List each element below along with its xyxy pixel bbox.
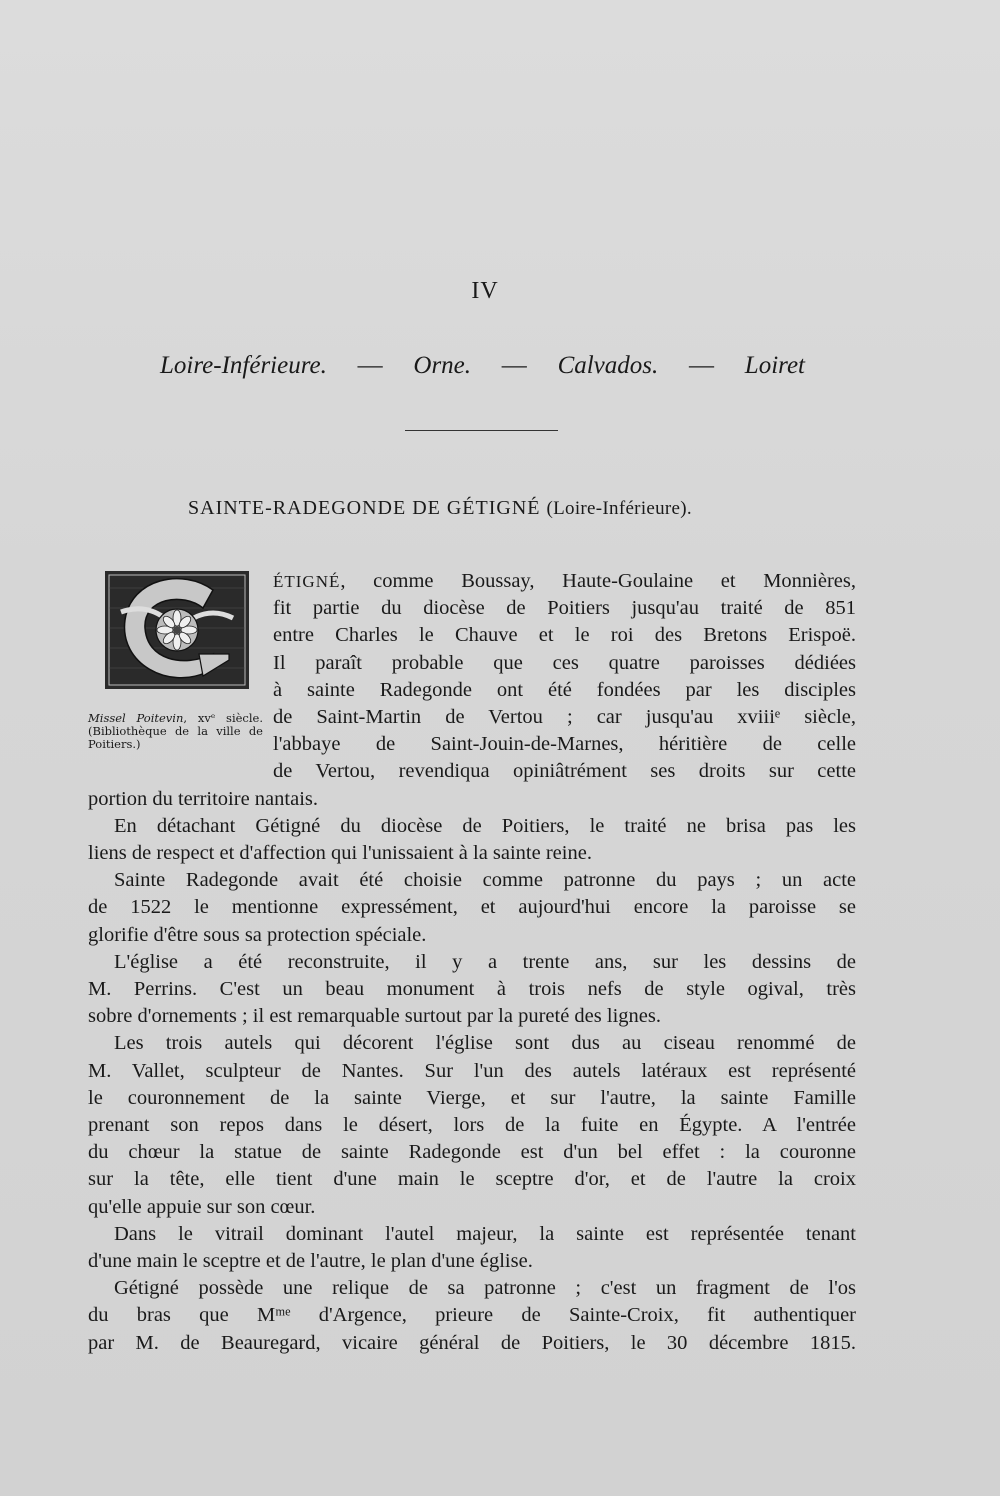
region-loiret: Loiret [744, 352, 805, 379]
section-title [188, 497, 788, 520]
text-line: prenant son repos dans le désert, lors de la fuite en Égypte. A l'entrée [88, 1114, 856, 1137]
section-location: (Loire-Inférieure). [546, 498, 692, 519]
paragraph-3 [88, 867, 856, 949]
text-line: M. Perrins. C'est un beau monument à trois nefs de style ogival, très [88, 978, 856, 1001]
text-line: Gétigné possède une relique de sa patronne ; c'est un fragment de l'os [114, 1277, 856, 1300]
text-line: à sainte Radegonde ont été fondées par les disciples [273, 678, 856, 701]
paragraph-4 [88, 949, 856, 1031]
text-line: M. Vallet, sculpteur de Nantes. Sur l'un des autels latéraux est représenté [88, 1059, 856, 1082]
text-line: Sainte Radegonde avait été choisie comme patronne du pays ; un acte [114, 869, 856, 892]
text-line: entre Charles le Chauve et le roi des Bretons Erispoë. [273, 624, 856, 647]
text-line: du chœur la statue de sainte Radegonde est d'un bel effet : la couronne [88, 1141, 856, 1164]
paragraph-6 [88, 1221, 856, 1275]
paragraph-2 [88, 813, 856, 867]
regions-heading [160, 352, 805, 380]
region-calvados: Calvados. [557, 352, 659, 379]
lead-word: ÉTIGNÉ [273, 572, 341, 591]
text-line: qu'elle appuie sur son cœur. [88, 1195, 316, 1218]
separator-dash: — [689, 352, 715, 379]
text-line: de Saint-Martin de Vertou ; car jusqu'au xviiiᵉ siècle, [273, 706, 856, 729]
caption-details: , xvᵉ siècle. (Bibliothèque de la ville de Poitiers.) [88, 711, 264, 751]
region-loire-inferieure: Loire-Inférieure. [160, 352, 327, 379]
text-line: d'une main le sceptre et de l'autre, le plan d'une église. [88, 1250, 533, 1273]
text-line: liens de respect et d'affection qui l'unissaient à la sainte reine. [88, 842, 592, 865]
chapter-number: IV [471, 278, 499, 304]
separator-dash: — [501, 352, 527, 379]
text-line: par M. de Beauregard, vicaire général de Poitiers, le 30 décembre 1815. [88, 1331, 856, 1354]
paragraph-5 [88, 1030, 856, 1220]
text-line: fit partie du diocèse de Poitiers jusqu'au traité de 851 [273, 597, 856, 620]
text-line: sur la tête, elle tient d'une main le sceptre d'or, et de l'autre la croix [88, 1168, 856, 1191]
text-line: Dans le vitrail dominant l'autel majeur, la sainte est représentée tenant [114, 1222, 856, 1245]
text-line: ÉTIGNÉ, comme Boussay, Haute-Goulaine et Monnières, [273, 570, 856, 592]
text-line: sobre d'ornements ; il est remarquable surtout par la pureté des lignes. [88, 1005, 661, 1028]
text-line: de 1522 le mentionne expressément, et aujourd'hui encore la paroisse se [88, 896, 856, 919]
text-line: portion du territoire nantais. [88, 787, 318, 810]
paragraph-7 [88, 1275, 856, 1357]
text-line: le couronnement de la sainte Vierge, et sur l'autre, la sainte Famille [88, 1086, 856, 1109]
section-title-text: SAINTE-RADEGONDE DE GÉTIGNÉ [188, 497, 541, 519]
body-text [88, 568, 856, 1357]
text-line: Il paraît probable que ces quatre paroisses dédiées [273, 651, 856, 674]
text-line: L'église a été reconstruite, il y a trente ans, sur les dessins de [114, 950, 856, 973]
separator-dash: — [357, 352, 383, 379]
text-line: glorifie d'être sous sa protection spéciale. [88, 923, 427, 946]
text-line: l'abbaye de Saint-Jouin-de-Marnes, héritière de celle [273, 733, 856, 756]
text-line: En détachant Gétigné du diocèse de Poitiers, le traité ne brisa pas les [114, 814, 856, 837]
caption-source: Missel Poitevin [88, 711, 184, 725]
horizontal-rule [405, 430, 558, 431]
paragraph-1 [88, 568, 856, 786]
text-line: du bras que Mᵐᵉ d'Argence, prieure de Sainte-Croix, fit authentiquer [88, 1304, 856, 1327]
text-line: Les trois autels qui décorent l'église sont dus au ciseau renommé de [114, 1032, 856, 1055]
text-line: de Vertou, revendiqua opiniâtrément ses droits sur cette [273, 760, 856, 783]
region-orne: Orne. [413, 352, 472, 379]
